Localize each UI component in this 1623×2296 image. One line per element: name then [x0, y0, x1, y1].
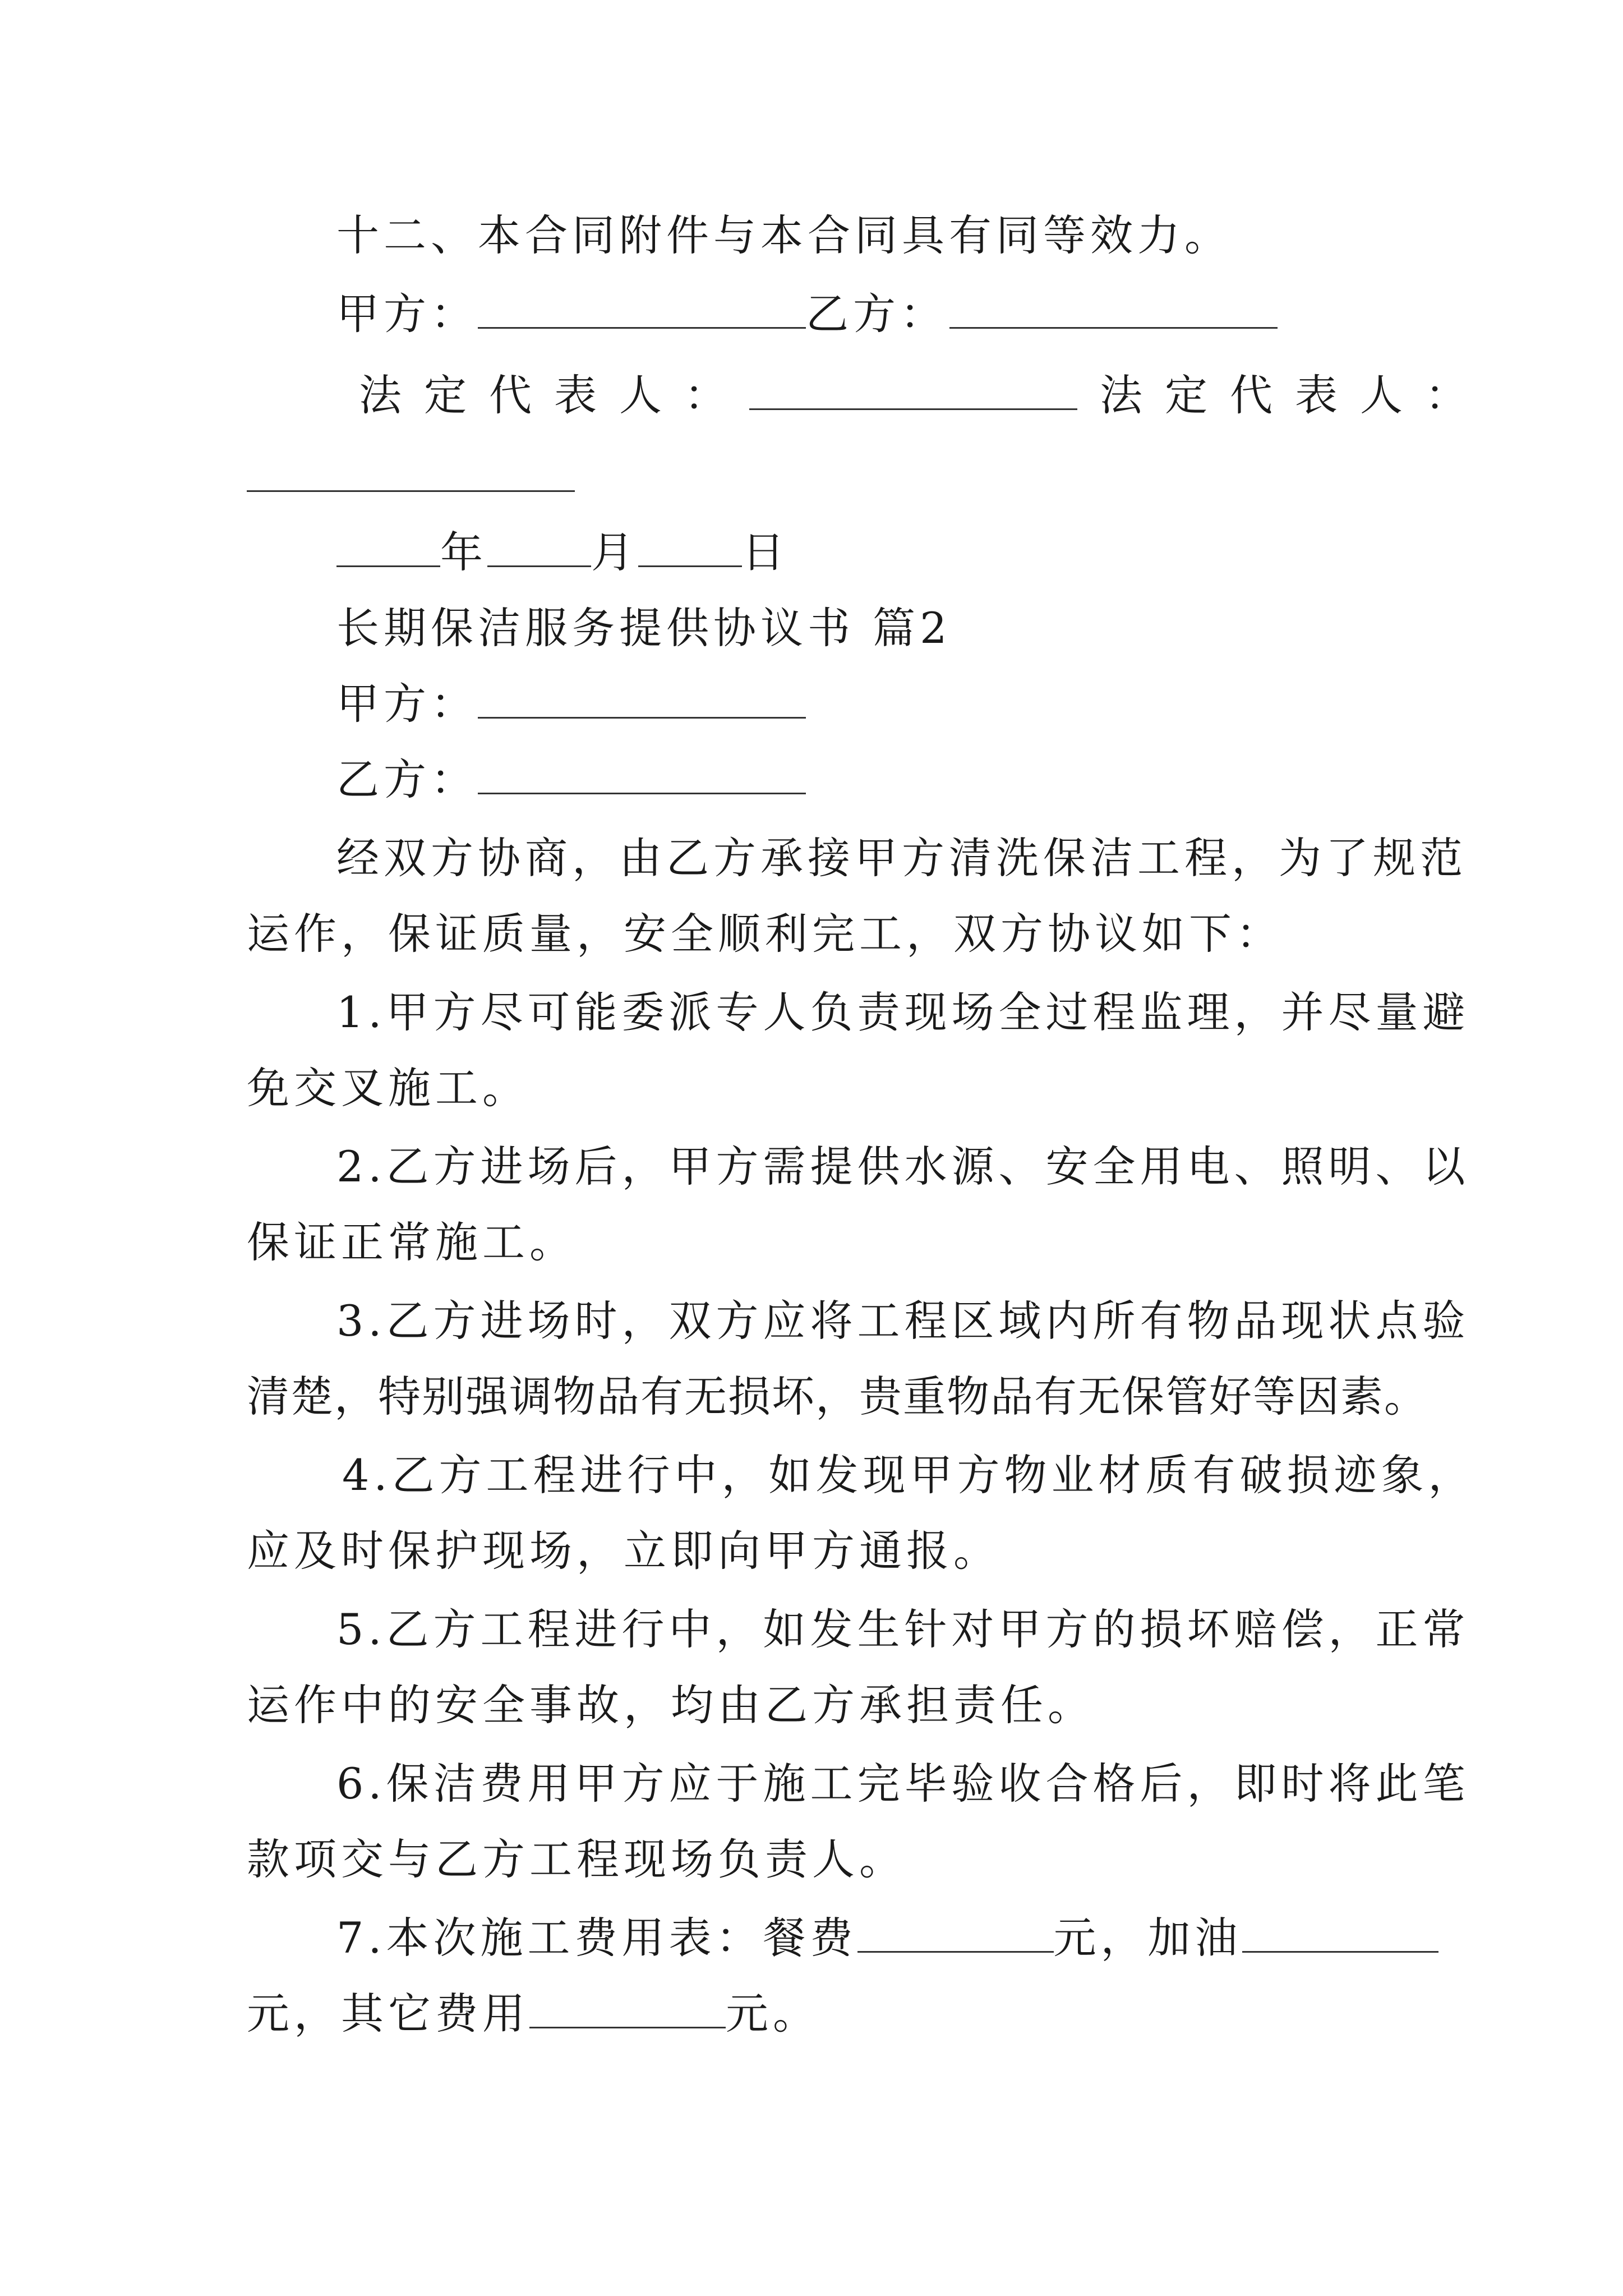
item-2-line-1: 2.乙方进场后，甲方需提供水源、安全用电、照明、以	[336, 1142, 1470, 1191]
party-a-line	[336, 676, 806, 732]
year-label: 年	[440, 527, 487, 577]
party-b-blank[interactable]	[949, 288, 1278, 329]
clause-12: 十二、本合同附件与本合同具有同等效力。	[336, 210, 1232, 260]
item-4-line-1: 4.乙方工程进行中，如发现甲方物业材质有破损迹象，	[342, 1450, 1476, 1500]
item-7-line2-prefix: 元，其它费用	[247, 1989, 529, 2039]
year-blank[interactable]	[336, 526, 440, 567]
item-7-line-2	[247, 1986, 820, 2042]
item-7-yuan-end: 元。	[726, 1989, 820, 2039]
item-4-line-2: 应及时保护现场，立即向甲方通报。	[247, 1526, 1000, 1576]
day-blank[interactable]	[638, 526, 742, 567]
party-a-label-2: 甲方：	[336, 679, 478, 729]
other-fee-blank[interactable]	[529, 1987, 726, 2028]
meal-fee-blank[interactable]	[857, 1912, 1054, 1953]
party-a-label: 甲方：	[336, 289, 478, 339]
fuel-fee-blank[interactable]	[1242, 1912, 1438, 1953]
intro-line-1: 经双方协商，由乙方承接甲方清洗保洁工程，为了规范	[336, 833, 1467, 883]
item-6-line-1: 6.保洁费用甲方应于施工完毕验收合格后，即时将此笔	[336, 1759, 1470, 1809]
rep-a-blank[interactable]	[749, 369, 1077, 410]
item-5-line-1: 5.乙方工程进行中，如发生针对甲方的损坏赔偿，正常	[336, 1604, 1470, 1654]
party-b-label: 乙方：	[806, 289, 947, 339]
month-blank[interactable]	[487, 526, 591, 567]
month-label: 月	[591, 527, 638, 577]
party-b-label-2: 乙方：	[336, 754, 478, 804]
item-5-line-2: 运作中的安全事故，均由乙方承担责任。	[247, 1680, 1095, 1730]
item-6-line-2: 款项交与乙方工程现场负责人。	[247, 1834, 906, 1884]
item-7-yuan-1: 元，加油	[1053, 1913, 1242, 1963]
party-a-blank[interactable]	[478, 288, 806, 329]
item-2-line-2: 保证正常施工。	[247, 1217, 577, 1267]
item-1-line-1: 1.甲方尽可能委派专人负责现场全过程监理，并尽量避	[336, 987, 1470, 1037]
date-line	[336, 524, 789, 581]
section-title: 长期保洁服务提供协议书 篇2	[336, 603, 952, 653]
signature-party-line	[336, 286, 1278, 342]
item-7-line-1	[336, 1910, 1438, 1966]
rep-label-b: 法定代表人：	[1100, 370, 1490, 420]
rep-b-blank[interactable]	[247, 490, 575, 492]
item-1-line-2: 免交叉施工。	[247, 1063, 529, 1113]
legal-rep-line	[359, 367, 1490, 424]
intro-line-2: 运作，保证质量，安全顺利完工，双方协议如下：	[247, 909, 1283, 959]
party-a-blank-2[interactable]	[478, 678, 806, 719]
party-b-line	[336, 752, 806, 808]
item-3-line-1: 3.乙方进场时，双方应将工程区域内所有物品现状点验	[336, 1296, 1470, 1346]
item-3-line-2: 清楚，特别强调物品有无损坏，贵重物品有无保管好等因素。	[247, 1372, 1428, 1421]
party-b-blank-2[interactable]	[478, 753, 806, 794]
rep-label-a: 法定代表人：	[359, 370, 749, 420]
day-label: 日	[742, 527, 789, 577]
item-7-prefix: 7.本次施工费用表：餐费	[336, 1913, 857, 1963]
